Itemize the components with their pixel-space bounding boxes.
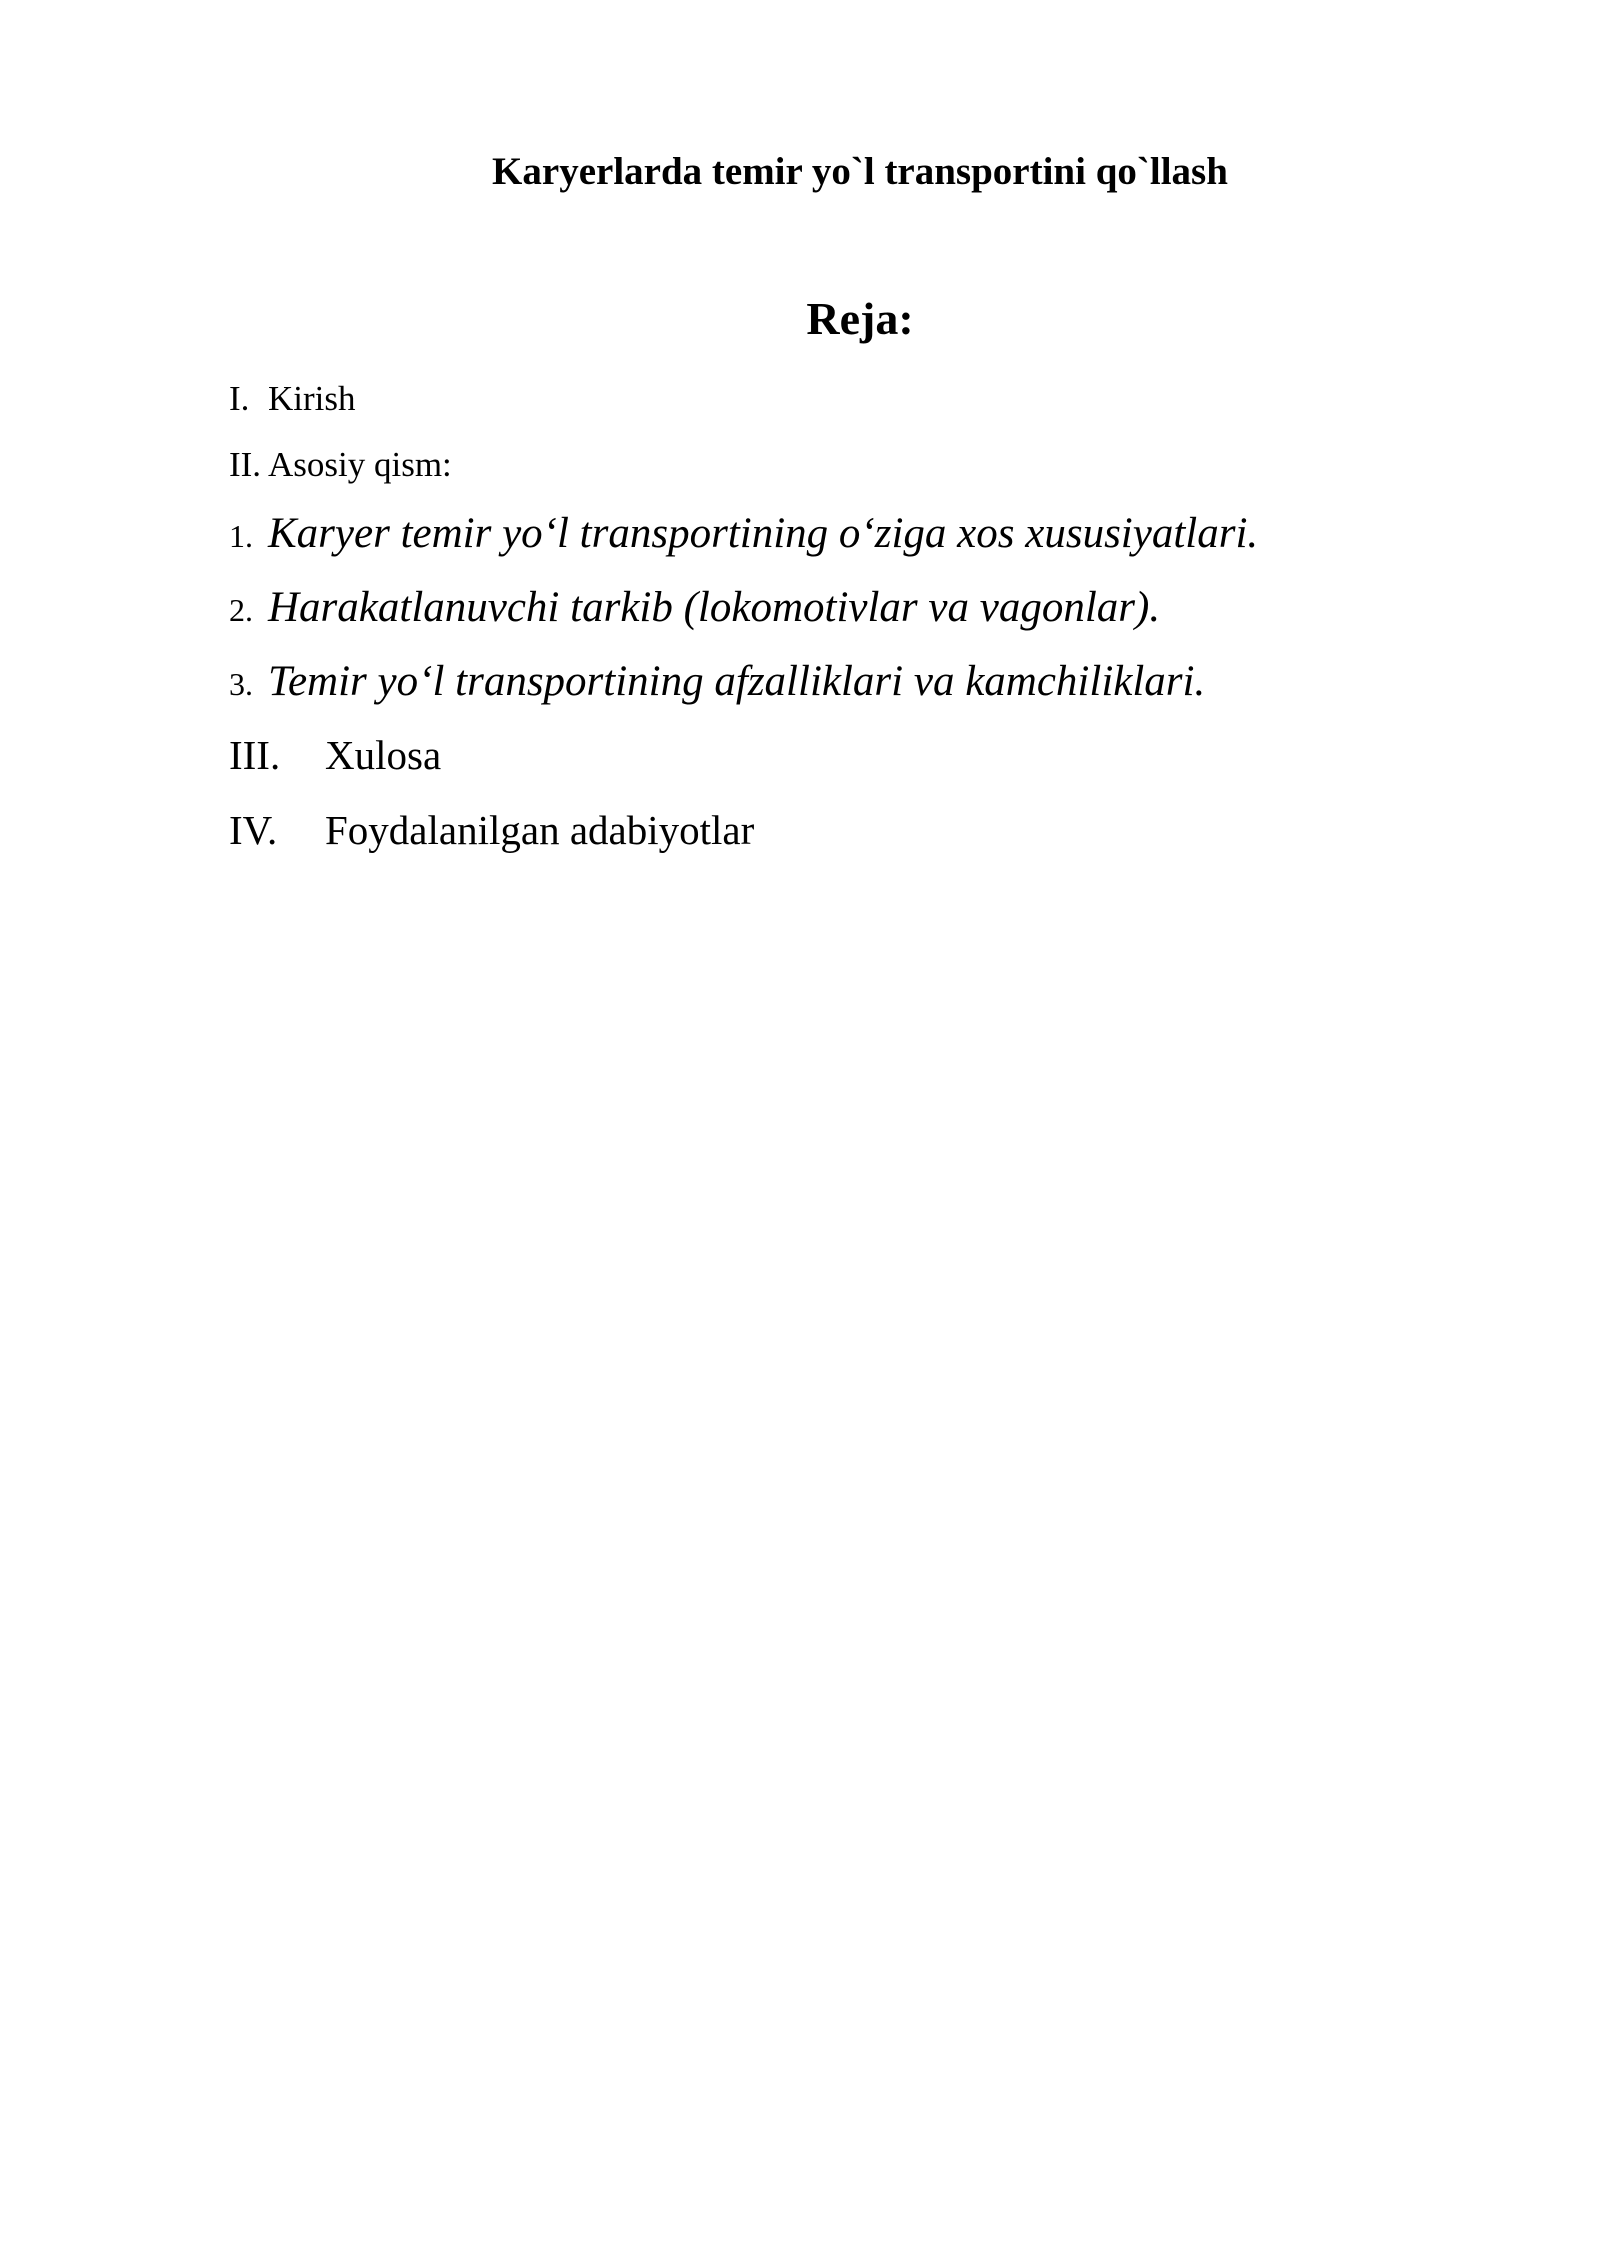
plan-heading: Reja: [806, 293, 914, 344]
outline-marker: 3. [229, 666, 253, 702]
outline-marker: I. [229, 379, 250, 418]
outline-label: Harakatlanuvchi tarkib (lokomotivlar va vagonlar). [268, 584, 1161, 631]
outline-marker: 1. [229, 518, 253, 554]
outline-label: Foydalanilgan adabiyotlar [325, 807, 755, 853]
outline-item-conclusion [229, 732, 442, 778]
outline-item-main-part [229, 447, 452, 482]
outline-label: Xulosa [325, 732, 442, 778]
outline-item-introduction [229, 381, 356, 416]
outline-marker: II. [229, 445, 262, 484]
outline-marker: III. [229, 732, 281, 778]
outline-subitem-2 [229, 586, 1160, 629]
document-title: Karyerlarda temir yo`l transportini qo`llash [492, 150, 1228, 193]
outline-subitem-1 [229, 512, 1258, 555]
outline-label: Kirish [268, 379, 356, 418]
outline-marker: IV. [229, 807, 278, 853]
outline-subitem-3 [229, 660, 1205, 703]
outline-label: Karyer temir yo‘l transportining o‘ziga xos xususiyatlari. [268, 510, 1259, 557]
outline-label: Temir yo‘l transportining afzalliklari va kamchiliklari. [268, 658, 1206, 705]
outline-marker: 2. [229, 592, 253, 628]
outline-label: Asosiy qism: [268, 445, 452, 484]
outline-item-references [229, 807, 755, 853]
